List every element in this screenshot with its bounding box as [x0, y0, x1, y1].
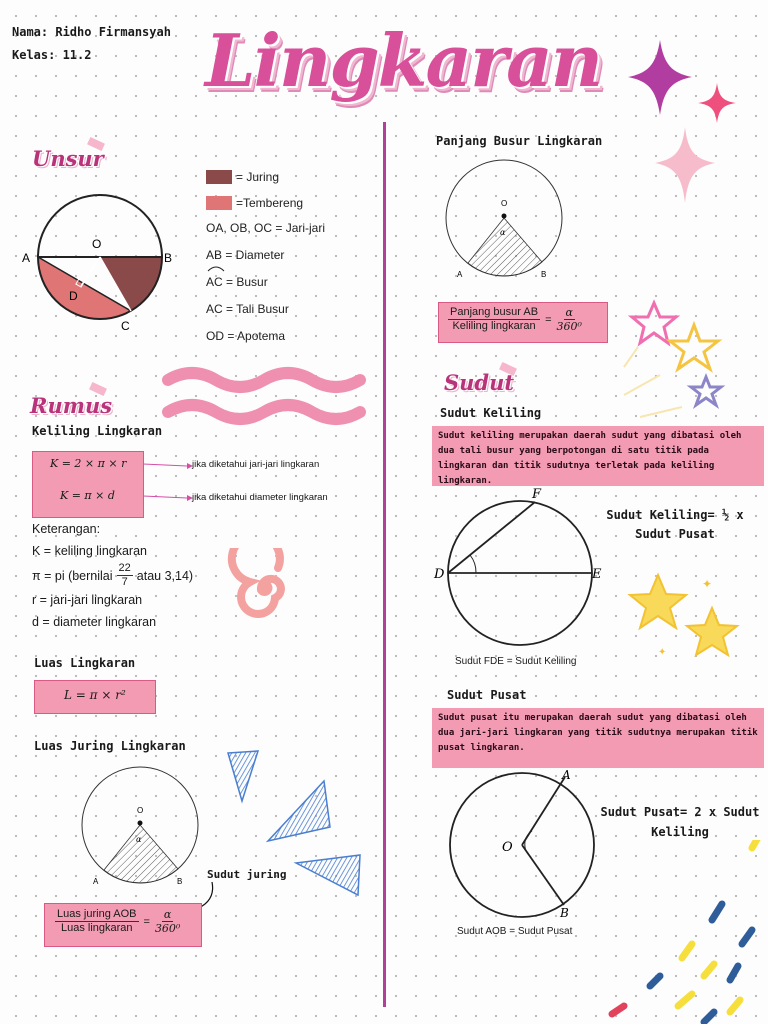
- sudut-pusat-rule: Sudut Pusat= 2 x Sudut Keliling: [600, 805, 760, 839]
- label-d: D: [69, 289, 78, 303]
- juring-formula: $\frac{\text{Luas juring AOB}}{\text{Luas lingkaran}}$ = $\frac{\alpha}{\text{360⁰}}$: [57, 908, 181, 935]
- sudut-keliling-desc: Sudut keliling merupakan daerah sudut yang dibatasi oleh dua tali busur yang berpotongan di satu titik pada lingkaran dan titik sudutnya terletak pada keliling lingkaran.: [432, 426, 764, 486]
- kel-label-e: E: [592, 567, 602, 582]
- busur-title: Panjang Busur Lingkaran: [436, 134, 603, 148]
- legend-juring: = Juring: [236, 170, 280, 184]
- sudut-keliling-caption: Sudut FDE = Sudut Keliling: [455, 656, 577, 667]
- pusat-label-b: B: [560, 906, 569, 920]
- juring-label-alpha: α: [136, 835, 142, 844]
- kel-label-f: F: [532, 487, 542, 502]
- label-b: B: [164, 251, 173, 265]
- keliling-title: Keliling Lingkaran: [32, 424, 163, 438]
- swatch-juring: [206, 170, 232, 184]
- juring-num: Luas juring AOB: [57, 908, 137, 920]
- legend-tali-busur: AC = Tali Busur: [206, 302, 289, 316]
- keterangan-k: K = keliling lingkaran: [32, 544, 147, 558]
- sudut-pusat-desc: Sudut pusat itu merupakan daerah sudut yang dibatasi oleh dua jari-jari lingkaran yang titik sudutnya merupakan titik pusat lingkaran.: [432, 708, 764, 768]
- sparkle-icon: [620, 35, 760, 215]
- busur-label-a: A: [457, 270, 463, 279]
- juring-diagram: [80, 765, 205, 890]
- unsur-diagram: [15, 180, 180, 340]
- legend-busur: AC = Busur: [206, 275, 268, 289]
- busur-rden: 360⁰: [556, 320, 582, 333]
- sudut-keliling-rule: Sudut Keliling= ½ x Sudut Pusat: [606, 508, 744, 541]
- juring-label-o: O: [137, 806, 144, 815]
- luas-title: Luas Lingkaran: [34, 656, 136, 670]
- label-o: O: [92, 237, 102, 251]
- section-title-unsur: Unsur: [32, 146, 104, 171]
- busur-rnum: α: [565, 306, 573, 319]
- keterangan-pi-prefix: π = pi (bernilai: [32, 568, 113, 583]
- kel-label-d: D: [434, 567, 445, 582]
- sudut-pusat-diagram: [440, 765, 600, 925]
- keterangan-pi: [32, 562, 193, 589]
- swatch-tembereng: [206, 196, 232, 210]
- busur-label-b: B: [541, 270, 547, 279]
- student-name: Nama: Ridho Firmansyah: [12, 25, 171, 39]
- pi-fraction: $\frac{22}{7}$: [118, 562, 131, 588]
- formula-note-r: jika diketahui jari-jari lingkaran: [192, 459, 320, 470]
- legend-diameter: AB = Diameter: [206, 248, 285, 262]
- keterangan-title: Keterangan:: [32, 522, 101, 536]
- keterangan-pi-suffix: atau 3,14): [136, 568, 194, 583]
- formula-luas: L = π × r²: [64, 688, 126, 702]
- sudut-pusat-title: Sudut Pusat: [447, 688, 527, 702]
- arc-symbol-icon: [206, 264, 226, 272]
- juring-label-a: A: [93, 877, 99, 886]
- sudut-pusat-caption: Sudut AOB = Sudut Pusat: [457, 926, 573, 937]
- busur-den: Keliling lingkaran: [452, 320, 536, 332]
- yellow-star-decoration: [618, 570, 748, 675]
- legend-tembereng: =Tembereng: [236, 196, 304, 210]
- busur-diagram: [444, 158, 569, 283]
- sudut-juring-note: Sudut juring: [207, 868, 287, 881]
- section-title-rumus: Rumus: [30, 393, 113, 418]
- juring-den: Luas lingkaran: [60, 922, 133, 934]
- juring-label-b: B: [177, 877, 183, 886]
- busur-formula: $\frac{\text{Panjang busur AB}}{\text{Keliling lingkaran}}$ = $\frac{\alpha}{\text{360⁰}}$: [450, 306, 582, 333]
- legend-apotema: OD = Apotema: [206, 329, 286, 343]
- label-a: A: [22, 251, 31, 265]
- juring-rden: 360⁰: [154, 922, 181, 935]
- section-title-sudut: Sudut: [444, 370, 515, 395]
- sudut-keliling-diagram: [430, 485, 610, 655]
- sudut-keliling-title: Sudut Keliling: [440, 406, 542, 420]
- juring-rnum: α: [163, 908, 172, 921]
- column-divider: [383, 122, 386, 1007]
- confetti-decoration: [600, 840, 768, 1024]
- label-c: C: [121, 319, 130, 333]
- spiral-decoration: [225, 548, 305, 628]
- arrow-icon: [143, 458, 193, 506]
- legend-jari-jari: OA, OB, OC = Jari-jari: [206, 221, 326, 235]
- svg-text:✦: ✦: [702, 577, 713, 591]
- formula-note-d: jika diketahui diameter lingkaran: [192, 492, 328, 503]
- pusat-label-a: A: [562, 768, 571, 782]
- student-class: Kelas: 11.2: [12, 48, 92, 62]
- star-doodle-decoration: [620, 295, 740, 425]
- svg-text:✦: ✦: [658, 647, 667, 658]
- wave-decoration: [160, 362, 375, 432]
- busur-label-alpha: α: [500, 228, 506, 237]
- page-title: Lingkaran: [205, 18, 602, 103]
- busur-num: Panjang busur AB: [450, 306, 539, 318]
- formula-keliling-r: K = 2 × π × r: [50, 457, 127, 470]
- keterangan-d: d = diameter lingkaran: [32, 615, 157, 629]
- formula-keliling-d: K = π × d: [60, 489, 115, 502]
- pusat-label-o: O: [502, 840, 513, 855]
- keterangan-r: r = jari-jari lingkaran: [32, 593, 143, 607]
- busur-label-o: O: [501, 199, 508, 208]
- juring-title: Luas Juring Lingkaran: [34, 739, 186, 753]
